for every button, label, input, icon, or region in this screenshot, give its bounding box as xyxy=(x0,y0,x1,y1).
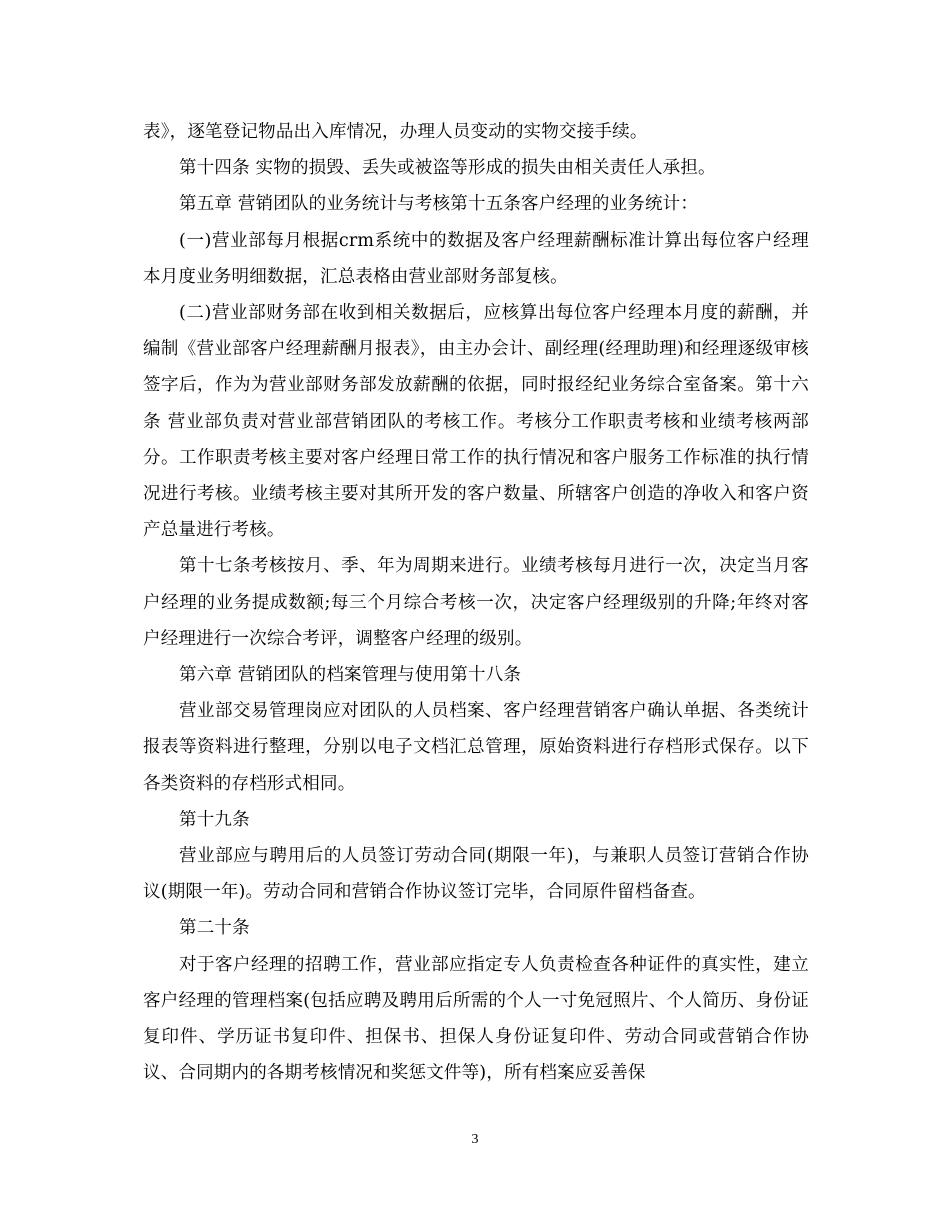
paragraph-continuation: 表》，逐笔登记物品出入库情况，办理人员变动的实物交接手续。 xyxy=(143,122,648,142)
paragraph-chapter-6-heading: 第六章 营销团队的档案管理与使用第十八条 xyxy=(179,665,522,686)
document-body xyxy=(143,114,809,1091)
paragraph-chapter-5-heading: 第五章 营销团队的业务统计与考核第十五条客户经理的业务统计： xyxy=(179,194,699,215)
paragraph-recruitment-files: 对于客户经理的招聘工作，营业部应指定专人负责检查各种证件的真实性，建立客户经理的管理档案(包括应聘及聘用后所需的个人一寸免冠照片、个人简历、身份证复印件、学历证书复印件、担保书、担保人身份证复印件、劳动合同或营销合作协议、合同期内的各期考核情况和奖惩文件等)，所有档案应妥善保 xyxy=(143,954,809,1084)
paragraph-article-14: 第十四条 实物的损毁、丢失或被盗等形成的损失由相关责任人承担。 xyxy=(179,158,716,179)
paragraph-item-2: (二)营业部财务部在收到相关数据后，应核算出每位客户经理本月度的薪酬，并编制《营业部客户经理薪酬月报表》，由主办会计、副经理(经理助理)和经理逐级审核签字后，作为为营业部财务部发放薪酬的依据，同时报经纪业务综合室备案。第十六条 营业部负责对营业部营销团队的考核工作。考核分工作职责考核和业绩考核两部分。工作职责考核主要对客户经理日常工作的执行情况和客户服务工作标准的执行情况进行考核。业绩考核主要对其所开发的客户数量、所辖客户创造的净收入和客户资产总量进行考核。 xyxy=(143,303,809,541)
paragraph-article-17: 第十七条考核按月、季、年为周期来进行。业绩考核每月进行一次，决定当月客户经理的业务提成数额;每三个月综合考核一次，决定客户经理级别的升降;年终对客户经理进行一次综合考评，调整客户经理的级别。 xyxy=(143,556,809,649)
paragraph-labor-contract: 营业部应与聘用后的人员签订劳动合同(期限一年)，与兼职人员签订营销合作协议(期限一年)。劳动合同和营销合作协议签订完毕，合同原件留档备查。 xyxy=(143,846,809,903)
paragraph-article-20-heading: 第二十条 xyxy=(179,918,250,939)
paragraph-item-1: (一)营业部每月根据crm系统中的数据及客户经理薪酬标准计算出每位客户经理本月度业务明细数据，汇总表格由营业部财务部复核。 xyxy=(143,230,809,287)
page-number: 3 xyxy=(471,1132,479,1147)
paragraph-archive-management: 营业部交易管理岗应对团队的人员档案、客户经理营销客户确认单据、各类统计报表等资料进行整理，分别以电子文档汇总管理，原始资料进行存档形式保存。以下各类资料的存档形式相同。 xyxy=(143,701,809,794)
paragraph-article-19-heading: 第十九条 xyxy=(179,809,250,830)
